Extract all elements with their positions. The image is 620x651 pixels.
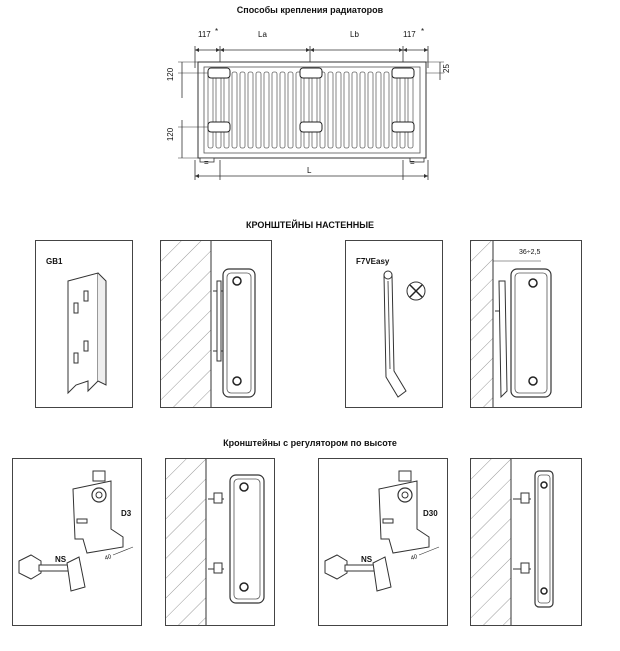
dim-small-2: 40 (410, 554, 419, 562)
wall-brackets-title: КРОНШТЕЙНЫ НАСТЕННЫЕ (245, 220, 375, 230)
d3-label: D3 (121, 509, 132, 518)
asterisk-right: * (421, 27, 425, 36)
eq-mark-left: = (204, 158, 209, 167)
gb1-bracket-panel (35, 240, 133, 408)
d30-label: D30 (423, 509, 438, 518)
eq-mark-right: = (410, 158, 415, 167)
height-brackets-title: Кронштейны с регулятором по высоте (223, 438, 397, 448)
ns-label-1: NS (55, 555, 67, 564)
f7veasy-installed-panel (470, 240, 582, 408)
d30-bracket-panel (318, 458, 448, 626)
dim-lb: Lb (350, 30, 359, 39)
gb1-label: GB1 (46, 257, 63, 266)
dim-117-right: 117 (403, 30, 416, 39)
radiator-front-view (160, 20, 460, 190)
f7veasy-label: F7VEasy (356, 257, 390, 266)
d30-installed-panel (470, 458, 582, 626)
dim-25: 25 (441, 64, 451, 73)
gb1-installed-panel (160, 240, 272, 408)
dim-120-top: 120 (166, 67, 176, 82)
d3-installed-panel (165, 458, 275, 626)
asterisk-left: * (215, 27, 219, 36)
gap-label: 36÷2,5 (519, 249, 541, 256)
dim-l: L (307, 166, 312, 175)
d3-bracket-panel (12, 458, 142, 626)
dim-small-1: 40 (104, 554, 113, 562)
radiator-mounting-title: Способы крепления радиаторов (236, 5, 384, 15)
dim-120-bottom: 120 (166, 127, 176, 142)
dim-117-left: 117 (198, 30, 211, 39)
f7veasy-bracket-panel (345, 240, 443, 408)
dim-la: La (258, 30, 267, 39)
ns-label-2: NS (361, 555, 373, 564)
